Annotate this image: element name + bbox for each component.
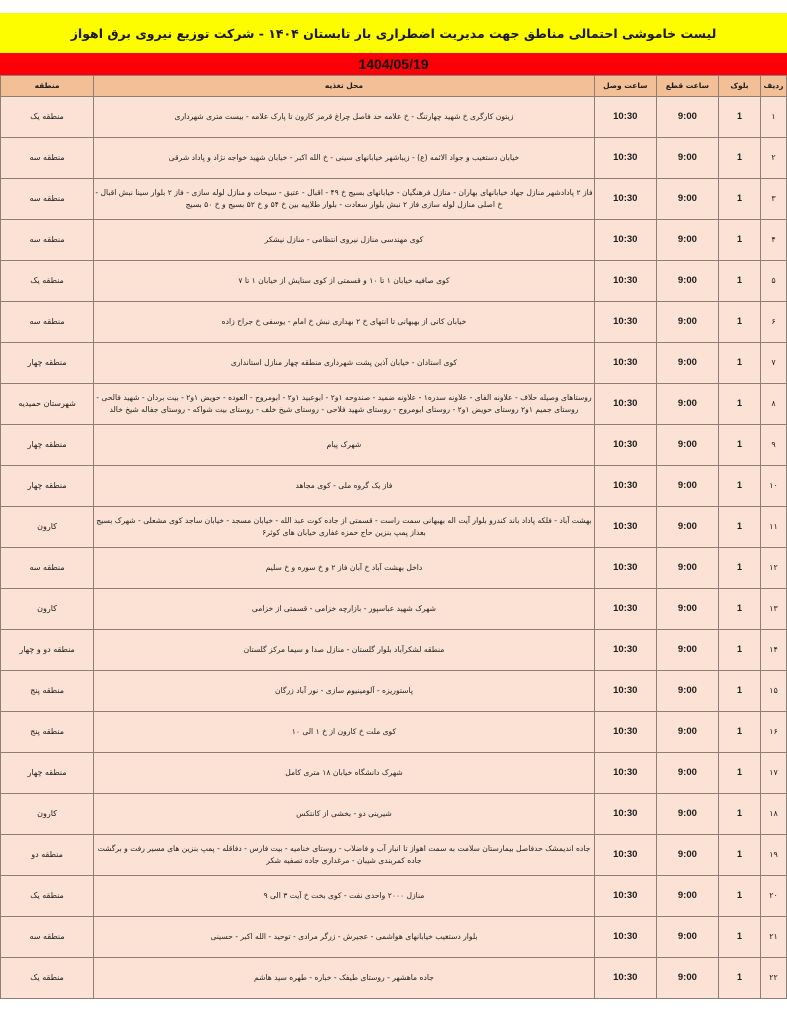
cell-off-time: 9:00 xyxy=(656,958,718,999)
cell-address: شیرینی دو - بخشی از کانتکس xyxy=(94,794,595,835)
cell-region: کارون xyxy=(1,507,94,548)
cell-row-number: ۳ xyxy=(760,179,786,220)
outage-table xyxy=(0,75,787,999)
cell-on-time: 10:30 xyxy=(594,589,656,630)
cell-block: 1 xyxy=(718,753,760,794)
cell-off-time: 9:00 xyxy=(656,712,718,753)
cell-off-time: 9:00 xyxy=(656,753,718,794)
table-row xyxy=(1,712,787,753)
cell-row-number: ۵ xyxy=(760,261,786,302)
cell-address: کوی استادان - خیابان آذین پشت شهرداری منطقه چهار منازل استانداری xyxy=(94,343,595,384)
cell-region: منطقه چهار xyxy=(1,425,94,466)
cell-on-time: 10:30 xyxy=(594,958,656,999)
cell-region: شهرستان حمیدیه xyxy=(1,384,94,425)
cell-on-time: 10:30 xyxy=(594,917,656,958)
cell-off-time: 9:00 xyxy=(656,425,718,466)
cell-row-number: ۶ xyxy=(760,302,786,343)
cell-off-time: 9:00 xyxy=(656,261,718,302)
table-row xyxy=(1,753,787,794)
table-row xyxy=(1,220,787,261)
cell-on-time: 10:30 xyxy=(594,261,656,302)
cell-row-number: ۱۵ xyxy=(760,671,786,712)
page-title: لیست خاموشی احتمالی مناطق جهت مدیریت اضطراری بار تابستان ۱۴۰۴ - شرکت توزیع نیروی برق اهواز xyxy=(70,25,717,41)
column-header-row: ردیف xyxy=(760,76,786,97)
cell-address: شهرک شهید عباسپور - بازارچه خزامی - قسمتی از خزامی xyxy=(94,589,595,630)
cell-row-number: ۱۴ xyxy=(760,630,786,671)
cell-address: فاز یک گروه ملی - کوی مجاهد xyxy=(94,466,595,507)
cell-block: 1 xyxy=(718,671,760,712)
cell-address: پاستوریزه - آلومینیوم سازی - نور آباد زرگان xyxy=(94,671,595,712)
cell-on-time: 10:30 xyxy=(594,835,656,876)
cell-address: خیابان دستغیب و جواد الائمه (ع) - زیباشهر خیابانهای سینی - خ الله اکبر - خیابان شهید خواجه نژاد و پاداد شرقی xyxy=(94,138,595,179)
date-banner xyxy=(0,53,787,75)
table-row xyxy=(1,179,787,220)
table-row xyxy=(1,302,787,343)
table-header xyxy=(1,76,787,97)
cell-on-time: 10:30 xyxy=(594,794,656,835)
cell-address: کوی مهندسی منازل نیروی انتظامی - منازل نیشکر xyxy=(94,220,595,261)
cell-block: 1 xyxy=(718,958,760,999)
cell-off-time: 9:00 xyxy=(656,179,718,220)
cell-off-time: 9:00 xyxy=(656,384,718,425)
table-row xyxy=(1,794,787,835)
cell-on-time: 10:30 xyxy=(594,302,656,343)
cell-region: منطقه سه xyxy=(1,548,94,589)
cell-off-time: 9:00 xyxy=(656,220,718,261)
cell-row-number: ۲۱ xyxy=(760,917,786,958)
cell-region: منطقه چهار xyxy=(1,466,94,507)
cell-on-time: 10:30 xyxy=(594,712,656,753)
table-row xyxy=(1,507,787,548)
cell-block: 1 xyxy=(718,548,760,589)
cell-address: بهشت آباد - فلکه پاداد باند کندرو بلوار آیت اله بهبهانی سمت راست - قسمتی از جاده کوت عبد الله - خیابان مسجد - خیابان ساجد کوی مشعلی - شهرک بسیج بعداز پمپ بنزین حاج حمزه غفاری خیابان های کوثر۶ xyxy=(94,507,595,548)
cell-on-time: 10:30 xyxy=(594,630,656,671)
table-header-row xyxy=(1,76,787,97)
cell-off-time: 9:00 xyxy=(656,630,718,671)
cell-on-time: 10:30 xyxy=(594,384,656,425)
cell-address: روستاهای وصیله حلاف - علاونه الفای - علاونه سدره۱ - علاونه ضمید - صندوحه ۱و۲ - ابوعبید ۱و۲ - ابومروج - العوده - حویض ۱و۲ - بیت بردان - شهید فالحی - روستای جمیم ۱و۲ روستای حویض ۱و۲ - روستای ابومروج - روستای شهید فلاحی - روستای شیخ خلف - روستای بیت شواکه - روستای جفاله شیخ خالد xyxy=(94,384,595,425)
cell-address: منازل ۲۰۰۰ واحدی نفت - کوی بخت خ آیت ۳ الی ۹ xyxy=(94,876,595,917)
cell-block: 1 xyxy=(718,589,760,630)
cell-row-number: ۱۸ xyxy=(760,794,786,835)
cell-on-time: 10:30 xyxy=(594,343,656,384)
cell-on-time: 10:30 xyxy=(594,466,656,507)
cell-row-number: ۲ xyxy=(760,138,786,179)
column-header-block: بلوک xyxy=(718,76,760,97)
table-row xyxy=(1,876,787,917)
cell-on-time: 10:30 xyxy=(594,220,656,261)
cell-block: 1 xyxy=(718,261,760,302)
cell-region: منطقه یک xyxy=(1,261,94,302)
cell-block: 1 xyxy=(718,712,760,753)
cell-block: 1 xyxy=(718,917,760,958)
cell-address: زیتون کارگری خ شهید چهارتنگ - خ علامه حد فاصل چراغ قرمز کارون تا پارک علامه - بیست متری شهرداری xyxy=(94,97,595,138)
cell-address: کوی ملت خ کارون از خ ۱ الی ۱۰ xyxy=(94,712,595,753)
cell-off-time: 9:00 xyxy=(656,507,718,548)
cell-region: منطقه چهار xyxy=(1,753,94,794)
cell-row-number: ۹ xyxy=(760,425,786,466)
cell-on-time: 10:30 xyxy=(594,876,656,917)
cell-block: 1 xyxy=(718,425,760,466)
cell-row-number: ۸ xyxy=(760,384,786,425)
cell-block: 1 xyxy=(718,876,760,917)
top-gutter xyxy=(0,0,787,13)
cell-region: منطقه سه xyxy=(1,302,94,343)
table-row xyxy=(1,671,787,712)
cell-region: منطقه دو و چهار xyxy=(1,630,94,671)
cell-off-time: 9:00 xyxy=(656,917,718,958)
column-header-address: محل تغذیه xyxy=(94,76,595,97)
cell-on-time: 10:30 xyxy=(594,753,656,794)
cell-off-time: 9:00 xyxy=(656,794,718,835)
cell-off-time: 9:00 xyxy=(656,97,718,138)
cell-address: بلوار دستغیب خیابانهای هواشمی - عجیرش - زرگر مرادی - توحید - الله اکبر - حسینی xyxy=(94,917,595,958)
cell-row-number: ۲۲ xyxy=(760,958,786,999)
table-row xyxy=(1,261,787,302)
table-row xyxy=(1,138,787,179)
cell-row-number: ۱۲ xyxy=(760,548,786,589)
cell-off-time: 9:00 xyxy=(656,138,718,179)
cell-region: منطقه دو xyxy=(1,835,94,876)
cell-region: منطقه سه xyxy=(1,138,94,179)
cell-on-time: 10:30 xyxy=(594,548,656,589)
cell-region: منطقه یک xyxy=(1,958,94,999)
cell-row-number: ۱۷ xyxy=(760,753,786,794)
cell-address: جاده ماهشهر - روستای طیفک - خباره - طهره سید هاشم xyxy=(94,958,595,999)
cell-off-time: 9:00 xyxy=(656,876,718,917)
cell-off-time: 9:00 xyxy=(656,835,718,876)
cell-block: 1 xyxy=(718,384,760,425)
cell-on-time: 10:30 xyxy=(594,179,656,220)
cell-address: منطقه لشکرآباد بلوار گلستان - منازل صدا و سیما مرکز گلستان xyxy=(94,630,595,671)
cell-off-time: 9:00 xyxy=(656,466,718,507)
table-row xyxy=(1,97,787,138)
table-row xyxy=(1,466,787,507)
cell-on-time: 10:30 xyxy=(594,425,656,466)
schedule-date: 1404/05/19 xyxy=(358,56,429,72)
cell-row-number: ۱۰ xyxy=(760,466,786,507)
cell-block: 1 xyxy=(718,466,760,507)
cell-off-time: 9:00 xyxy=(656,302,718,343)
cell-address: داخل بهشت آباد خ آبان فاز ۲ و خ سوره و خ سلیم xyxy=(94,548,595,589)
cell-block: 1 xyxy=(718,138,760,179)
cell-address: شهرک دانشگاه خیابان ۱۸ متری کامل xyxy=(94,753,595,794)
column-header-on-time: ساعت وصل xyxy=(594,76,656,97)
cell-address: شهرک پیام xyxy=(94,425,595,466)
cell-region: منطقه یک xyxy=(1,876,94,917)
cell-block: 1 xyxy=(718,302,760,343)
table-row xyxy=(1,384,787,425)
cell-off-time: 9:00 xyxy=(656,589,718,630)
table-body xyxy=(1,97,787,999)
table-row xyxy=(1,630,787,671)
table-row xyxy=(1,589,787,630)
cell-block: 1 xyxy=(718,179,760,220)
cell-address: کوی صافیه خیابان ۱ تا ۱۰ و قسمتی از کوی ستایش از خیابان ۱ تا ۷ xyxy=(94,261,595,302)
cell-address: جاده اندیمشک حدفاصل بیمارستان سلامت به سمت اهواز تا انبار آب و فاضلاب - روستای خنامیه - بیت فارس - دفاقله - پمپ بنزین های مسیر رفت و برگشت جاده کمربندی شیبان - مرغداری جاده تصفیه شکر xyxy=(94,835,595,876)
column-header-region: منطقه xyxy=(1,76,94,97)
column-header-off-time: ساعت قطع xyxy=(656,76,718,97)
table-row xyxy=(1,425,787,466)
cell-off-time: 9:00 xyxy=(656,343,718,384)
cell-address: خیابان کانی از بهبهانی تا انتهای خ ۲ بهداری نبش خ امام - یوسفی خ جراح زاده xyxy=(94,302,595,343)
title-banner xyxy=(0,13,787,53)
cell-row-number: ۱۳ xyxy=(760,589,786,630)
cell-on-time: 10:30 xyxy=(594,671,656,712)
cell-region: منطقه سه xyxy=(1,179,94,220)
cell-region: منطقه پنج xyxy=(1,671,94,712)
cell-row-number: ۱ xyxy=(760,97,786,138)
cell-address: فاز ۲ پادادشهر منازل جهاد خیابانهای بهاران - منازل فرهنگیان - خیابانهای بسیج خ ۴۹ - اقبال - عتیق - سیحات و منازل لوله سازی - فاز ۲ بلوار سینا نبش اقبال - خ اصلی منازل لوله سازی فاز ۲ نبش بلوار سعادت - بلوار طلاییه بین خ ۵۴ و خ ۵۲ بسیج و خ ۵۰ بسیج xyxy=(94,179,595,220)
cell-block: 1 xyxy=(718,835,760,876)
cell-row-number: ۲۰ xyxy=(760,876,786,917)
cell-row-number: ۱۶ xyxy=(760,712,786,753)
cell-region: منطقه سه xyxy=(1,220,94,261)
cell-row-number: ۷ xyxy=(760,343,786,384)
cell-region: کارون xyxy=(1,589,94,630)
cell-region: منطقه چهار xyxy=(1,343,94,384)
table-row xyxy=(1,958,787,999)
cell-region: منطقه سه xyxy=(1,917,94,958)
cell-on-time: 10:30 xyxy=(594,138,656,179)
cell-block: 1 xyxy=(718,220,760,261)
table-row xyxy=(1,548,787,589)
cell-off-time: 9:00 xyxy=(656,548,718,589)
table-row xyxy=(1,343,787,384)
cell-row-number: ۱۹ xyxy=(760,835,786,876)
cell-region: منطقه یک xyxy=(1,97,94,138)
table-row xyxy=(1,917,787,958)
cell-on-time: 10:30 xyxy=(594,97,656,138)
cell-block: 1 xyxy=(718,507,760,548)
cell-region: منطقه پنج xyxy=(1,712,94,753)
cell-on-time: 10:30 xyxy=(594,507,656,548)
cell-block: 1 xyxy=(718,343,760,384)
cell-block: 1 xyxy=(718,97,760,138)
cell-block: 1 xyxy=(718,794,760,835)
cell-row-number: ۴ xyxy=(760,220,786,261)
cell-region: کارون xyxy=(1,794,94,835)
cell-block: 1 xyxy=(718,630,760,671)
cell-off-time: 9:00 xyxy=(656,671,718,712)
cell-row-number: ۱۱ xyxy=(760,507,786,548)
table-row xyxy=(1,835,787,876)
